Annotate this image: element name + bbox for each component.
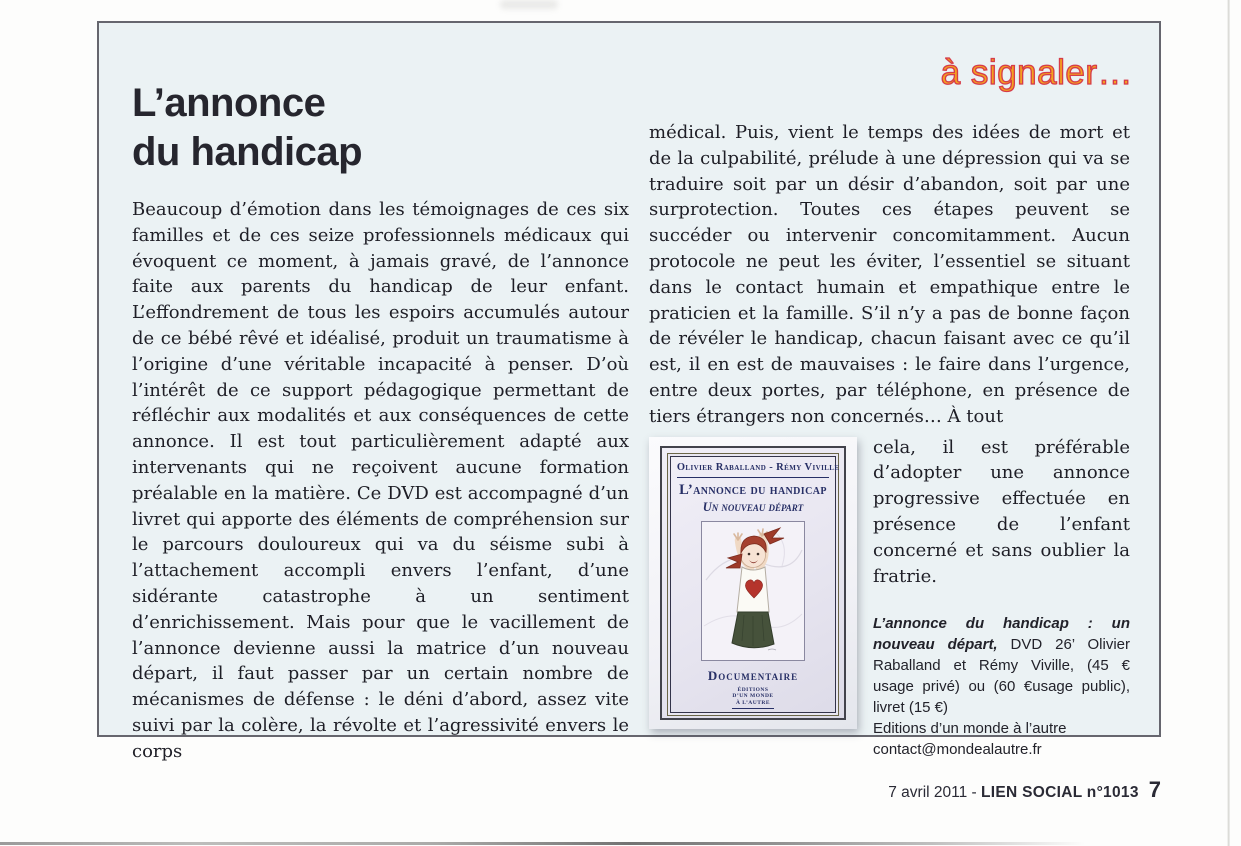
dvd-genre: Documentaire (707, 667, 799, 683)
right-column (649, 23, 1130, 765)
dvd-cover-inner (660, 446, 846, 720)
right-column-bottom (649, 435, 1130, 761)
caption-main (873, 613, 1130, 718)
section-label: à signaler… (940, 53, 1133, 92)
magazine-article-panel (97, 21, 1161, 762)
caption-publisher: Editions d’un monde à l’autre (873, 720, 1067, 738)
article-body-right: médical. Puis, vient le temps des idées de mort et de la culpabilité, prélude à une dépression qui va se traduire soit par un désir d’abandon, soit par une surprotection. Toutes ces étapes peuvent se succéder ou intervenir concomitamment. Aucun protocole ne peut les éviter, l’essentiel se situant dans le contact humain et empathique entre le praticien et la famille. S’il n’y a pas de bonne façon de révéler le handicap, chacun faisant avec ce qu’il est, il en est de mauvaises : le faire dans l’urgence, entre deux portes, par téléphone, en présence de tiers étrangers non concernés… À tout (649, 122, 1130, 427)
publisher-logo (732, 687, 773, 710)
publisher-line1: ÉDITIONS (737, 686, 769, 693)
footer-page-number: 7 (1148, 777, 1161, 802)
dvd-title: L’annonce du handicap (679, 481, 827, 498)
article-columns (132, 23, 1130, 765)
right-column-wrap-area (857, 435, 1130, 761)
scan-bottom-artifact (0, 842, 1085, 845)
dvd-cover-frame (667, 453, 839, 717)
article-body-wrap: cela, il est préférable d’adopter une annonce progressive effectuée en présence de l’enfant concerné et sans oublier la fratrie. (873, 436, 1130, 587)
article-title (132, 79, 629, 177)
dvd-subtitle: Un nouveau départ (702, 499, 804, 514)
girl-illustration-icon (701, 521, 805, 661)
footer-date: 7 avril 2011 - (888, 784, 981, 801)
dvd-authors: Olivier Raballand - Rémy Viville (677, 462, 829, 478)
footer-issue: LIEN SOCIAL n°1013 (981, 784, 1139, 801)
article-body-left: Beaucoup d’émotion dans les témoignages de ces six familles et de ces seize professionnels médicaux qui évoquent ce moment, à jamais gravé, de l’annonce faite aux parents du handicap de leur enfant. L’effondrement de tous les espoirs accumulés autour de ce bébé rêvé et idéalisé, produit un traumatisme à l’origine d’une véritable incapacité à penser. D’où l’intérêt de ce support pédagogique permettant de réfléchir aux modalités et aux conséquences de cette annonce. Il est tout particulièrement adapté aux intervenants qui ne reçoivent aucune formation préalable en la matière. Ce DVD est accompagné d’un livret qui apporte des éléments de compréhension sur le parcours douloureux qui va du séisme subi à l’attachement accompli envers l’enfant, d’une sidérante catastrophe à un sentiment d’enrichissement. Mais pour que le vacillement de l’annonce devienne aussi la matrice d’un nouveau départ, il faut passer par un certain nombre de mécanismes de défense : le déni d’abord, assez vite suivi par la colère, la révolte et l’agressivité envers le corps (132, 199, 629, 762)
publisher-line3: À L’AUTRE (735, 699, 771, 706)
article-title-line1: L’annonce (132, 81, 326, 125)
scan-page-edge (1227, 0, 1230, 846)
caption-lead: L’annonce du handicap : un nouveau départ, (873, 615, 1130, 654)
caption-body: DVD 26’ Olivier Raballand et Rémy Viville, (45 € usage privé) ou (60 €usage public), livret (15 €) (873, 636, 1130, 717)
article-title-line2: du handicap (132, 130, 363, 174)
left-column (132, 23, 629, 765)
dvd-caption (873, 613, 1130, 760)
dvd-cover (649, 437, 857, 729)
page-footer (888, 777, 1161, 803)
caption-email: contact@mondealautre.fr (873, 741, 1042, 759)
scan-smudge-artifact (500, 0, 558, 9)
publisher-line2: D’UN MONDE (732, 693, 774, 700)
